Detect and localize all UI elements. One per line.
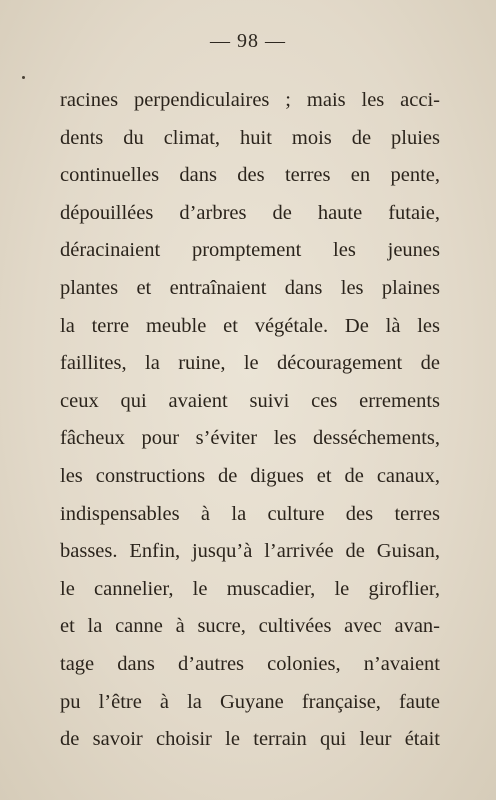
text-line: de savoir choisir le terrain qui leur était <box>60 728 440 751</box>
ink-speck <box>22 76 25 79</box>
text-line: pu l’être à la Guyane française, faute <box>60 690 440 713</box>
text-line: plantes et entraînaient dans les plaines <box>60 276 440 299</box>
text-line: fâcheux pour s’éviter les desséchements, <box>60 427 440 450</box>
text-line: faillites, la ruine, le découragement de <box>60 352 440 375</box>
text-line: dents du climat, huit mois de pluies <box>60 126 440 149</box>
text-line: le cannelier, le muscadier, le giroflier, <box>60 577 440 600</box>
text-line: dépouillées d’arbres de haute futaie, <box>60 201 440 224</box>
text-line: indispensables à la culture des terres <box>60 502 440 525</box>
text-line: basses. Enfin, jusqu’à l’arrivée de Guisan, <box>60 540 440 563</box>
text-line: tage dans d’autres colonies, n’avaient <box>60 652 440 675</box>
body-text <box>60 82 440 759</box>
text-line: les constructions de digues et de canaux, <box>60 464 440 487</box>
text-line: déracinaient promptement les jeunes <box>60 239 440 262</box>
text-line: ceux qui avaient suivi ces errements <box>60 389 440 412</box>
page-number: — 98 — <box>210 30 286 52</box>
text-line: la terre meuble et végétale. De là les <box>60 314 440 337</box>
text-line: racines perpendiculaires ; mais les acci- <box>60 89 440 111</box>
text-line: continuelles dans des terres en pente, <box>60 164 440 187</box>
text-line: et la canne à sucre, cultivées avec avan- <box>60 615 440 638</box>
